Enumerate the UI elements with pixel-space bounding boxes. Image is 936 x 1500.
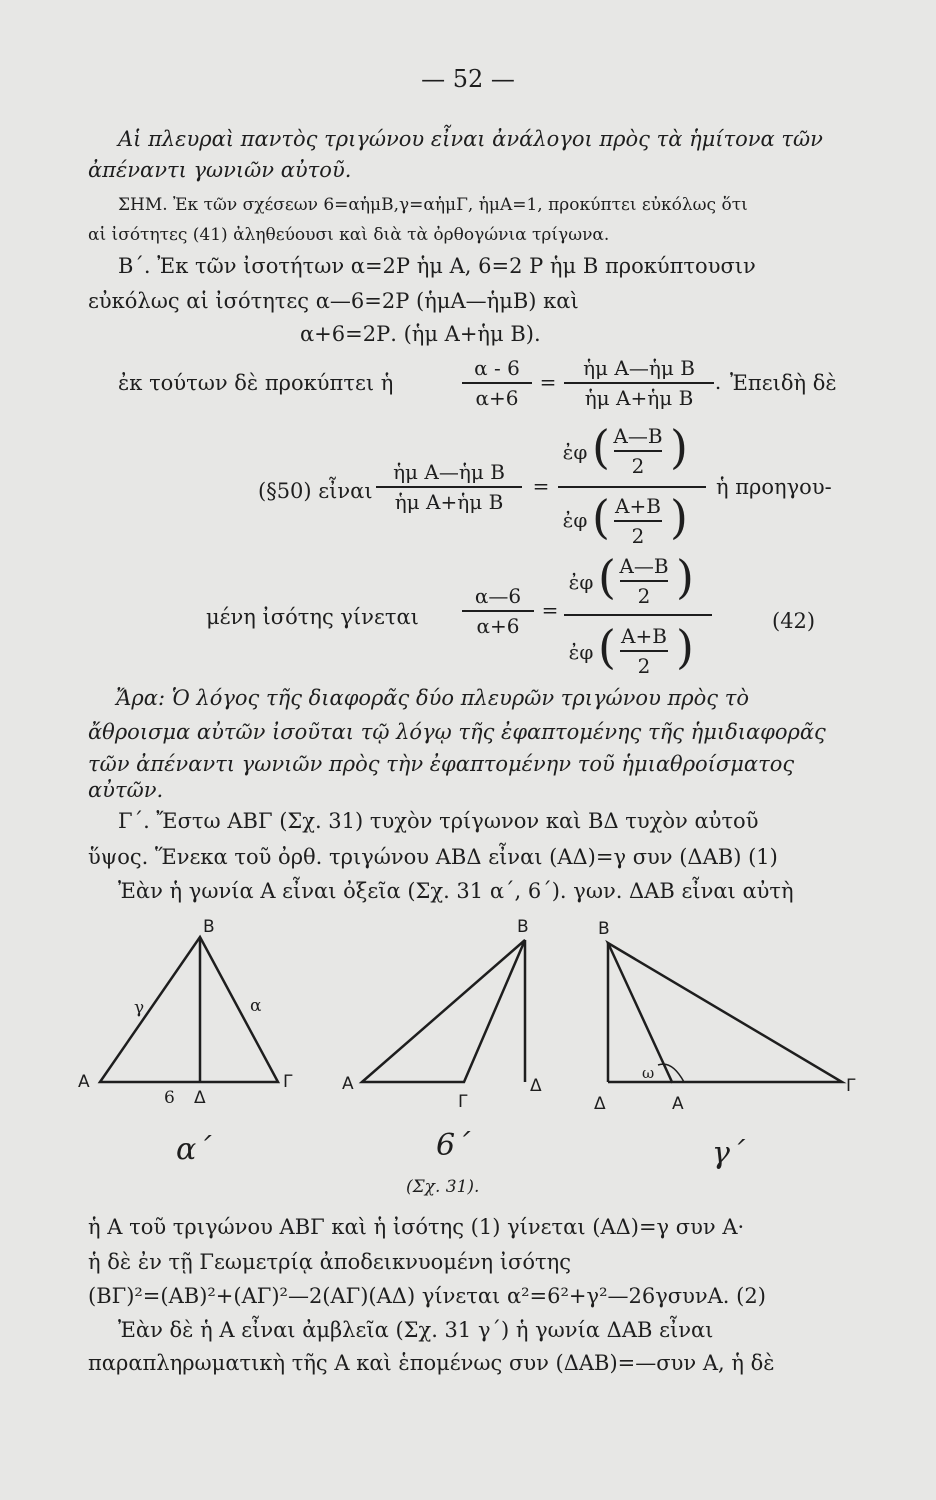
figure-c-label-A: Α bbox=[672, 1094, 684, 1114]
tan-label: ἐφ bbox=[562, 440, 588, 464]
half-sum-bottom: 2 bbox=[637, 654, 651, 678]
paren-open: ( bbox=[592, 420, 610, 474]
figure-a-label-D: Δ bbox=[194, 1088, 206, 1108]
conclusion-line-4: αὐτῶν. bbox=[88, 778, 164, 802]
figure-c-label-D: Δ bbox=[594, 1094, 606, 1114]
tan-label: ἐφ bbox=[562, 508, 588, 532]
text-line-7: α+6=2Ρ. (ἡμ Α+ἡμ Β). bbox=[300, 322, 541, 346]
figure-b-label-D: Δ bbox=[530, 1076, 542, 1096]
text-line-20: (ΒΓ)²=(ΑΒ)²+(ΑΓ)²—2(ΑΓ)(ΑΔ) γίνεται α²=6²+γ²—26γσυνΑ. (2) bbox=[88, 1284, 766, 1308]
half-diff-bottom: 2 bbox=[637, 584, 651, 608]
text-line-18: ἡ Α τοῦ τριγώνου ΑΒΓ καὶ ἡ ἰσότης (1) γίνεται (ΑΔ)=γ συν Α· bbox=[88, 1215, 745, 1239]
text-line-8b: Ἐπειδὴ δὲ bbox=[730, 371, 837, 395]
note-line-1: ΣΗΜ. Ἐκ τῶν σχέσεων 6=αἡμΒ,γ=αἡμΓ, ἡμΑ=1, προκύπτει εὐκόλως ὅτι bbox=[118, 195, 748, 215]
figure-a-label-A: Α bbox=[78, 1072, 90, 1092]
frac5-denominator: α+6 bbox=[476, 614, 520, 638]
theorem-line-1: Αἱ πλευραὶ παντὸς τριγώνου εἶναι ἀνάλογοι πρὸς τὰ ἡμίτονα τῶν bbox=[118, 127, 823, 151]
figure-a-caption: α΄ bbox=[176, 1132, 212, 1167]
frac3-denominator: ἡμ Α+ἡμ Β bbox=[394, 490, 504, 514]
text-line-22: παραπληρωματικὴ τῆς Α καὶ ἑπομένως συν (ΔΑΒ)=—συν Α, ἡ δὲ bbox=[88, 1351, 775, 1375]
frac2-numerator: ἡμ Α—ἡμ Β bbox=[583, 356, 695, 380]
frac3-numerator: ἡμ Α—ἡμ Β bbox=[393, 460, 505, 484]
figure-a-label-beta: 6 bbox=[164, 1088, 175, 1108]
figure-b-label-A: Α bbox=[342, 1074, 354, 1094]
figure-c-caption: γ΄ bbox=[712, 1136, 745, 1171]
tan-label: ἐφ bbox=[568, 570, 594, 594]
paren-close: ) bbox=[670, 490, 688, 544]
frac1-denominator: α+6 bbox=[475, 386, 519, 410]
theorem-line-2: ἀπέναντι γωνιῶν αὐτοῦ. bbox=[88, 158, 352, 182]
equals-sign: = bbox=[541, 598, 559, 622]
figure-a-label-alpha: α bbox=[250, 996, 262, 1016]
text-line-5: Β΄. Ἐκ τῶν ἰσοτήτων α=2Ρ ἡμ Α, 6=2 Ρ ἡμ Β προκύπτουσιν bbox=[118, 254, 756, 278]
figure-c-label-omega: ω bbox=[642, 1064, 655, 1082]
conclusion-line-1: Ἄρα: Ὁ λόγος τῆς διαφορᾶς δύο πλευρῶν τριγώνου πρὸς τὸ bbox=[116, 686, 749, 710]
text-line-17: Ἐὰν ἡ γωνία Α εἶναι ὀξεῖα (Σχ. 31 α΄, 6΄). γων. ΔΑΒ εἶναι αὐτὴ bbox=[118, 879, 794, 903]
figure-c-triangle bbox=[608, 943, 842, 1082]
page-number: — 52 — bbox=[421, 65, 515, 93]
figure-a-label-B: Β bbox=[203, 917, 215, 937]
figure-c-label-G: Γ bbox=[846, 1076, 856, 1096]
half-diff-bottom: 2 bbox=[631, 454, 645, 478]
equation-number-42: (42) bbox=[772, 609, 816, 633]
text-line-15: Γ΄. Ἔστω ΑΒΓ (Σχ. 31) τυχὸν τρίγωνον καὶ ΒΔ τυχὸν αὐτοῦ bbox=[118, 809, 759, 833]
text-line-19: ἡ δὲ ἐν τῇ Γεωμετρίᾳ ἀποδεικνυομένη ἰσότης bbox=[88, 1250, 571, 1274]
figure-c-label-B: Β bbox=[598, 919, 610, 939]
text-line-16: ὕψος. Ἕνεκα τοῦ ὀρθ. τριγώνου ΑΒΔ εἶναι (ΑΔ)=γ συν (ΔΑΒ) (1) bbox=[88, 845, 778, 869]
half-diff-top: Α—Β bbox=[619, 554, 669, 578]
figure-caption: (Σχ. 31). bbox=[406, 1177, 480, 1197]
figure-b-triangle bbox=[362, 940, 525, 1082]
paren-close: ) bbox=[676, 550, 694, 604]
equals-sign: = bbox=[532, 474, 550, 498]
paren-open: ( bbox=[592, 490, 610, 544]
text-line-10a: μένη ἰσότης γίνεται bbox=[206, 605, 419, 629]
equals-sign: = bbox=[539, 370, 557, 394]
half-sum-top: Α+Β bbox=[615, 494, 661, 518]
text-line-9a: (§50) εἶναι bbox=[258, 479, 373, 503]
half-diff-top: Α—Β bbox=[613, 424, 663, 448]
frac1-numerator: α - 6 bbox=[474, 356, 520, 380]
half-sum-bottom: 2 bbox=[631, 524, 645, 548]
text-line-9b: ἡ προηγου- bbox=[716, 475, 832, 499]
conclusion-line-3: τῶν ἀπέναντι γωνιῶν πρὸς τὴν ἐφαπτομένην τοῦ ἡμιαθροίσματος bbox=[88, 752, 795, 776]
figure-b-label-G: Γ bbox=[458, 1092, 468, 1112]
conclusion-line-2: ἄθροισμα αὐτῶν ἰσοῦται τῷ λόγῳ τῆς ἐφαπτομένης τῆς ἡμιδιαφορᾶς bbox=[88, 720, 826, 744]
text-line-6: εὐκόλως αἱ ἰσότητες α—6=2Ρ (ἡμΑ—ἡμΒ) καὶ bbox=[88, 289, 579, 313]
figure-a-label-gamma: γ bbox=[134, 998, 145, 1018]
full-stop: . bbox=[714, 370, 722, 394]
frac2-denominator: ἡμ Α+ἡμ Β bbox=[584, 386, 694, 410]
half-sum-top: Α+Β bbox=[621, 624, 667, 648]
paren-open: ( bbox=[598, 550, 616, 604]
figure-a-label-G: Γ bbox=[283, 1072, 293, 1092]
paren-open: ( bbox=[598, 620, 616, 674]
tan-label: ἐφ bbox=[568, 640, 594, 664]
frac5-numerator: α—6 bbox=[474, 584, 522, 608]
note-line-2: αἱ ἰσότητες (41) ἀληθεύουσι καὶ διὰ τὰ ὀρθογώνια τρίγωνα. bbox=[88, 225, 610, 245]
figure-b-caption: 6΄ bbox=[436, 1128, 471, 1163]
paren-close: ) bbox=[670, 420, 688, 474]
text-line-21: Ἐὰν δὲ ἡ Α εἶναι ἀμβλεῖα (Σχ. 31 γ΄) ἡ γωνία ΔΑΒ εἶναι bbox=[118, 1318, 714, 1342]
figure-b-label-B: Β bbox=[517, 917, 529, 937]
text-line-8a: ἐκ τούτων δὲ προκύπτει ἡ bbox=[118, 371, 394, 395]
paren-close: ) bbox=[676, 620, 694, 674]
